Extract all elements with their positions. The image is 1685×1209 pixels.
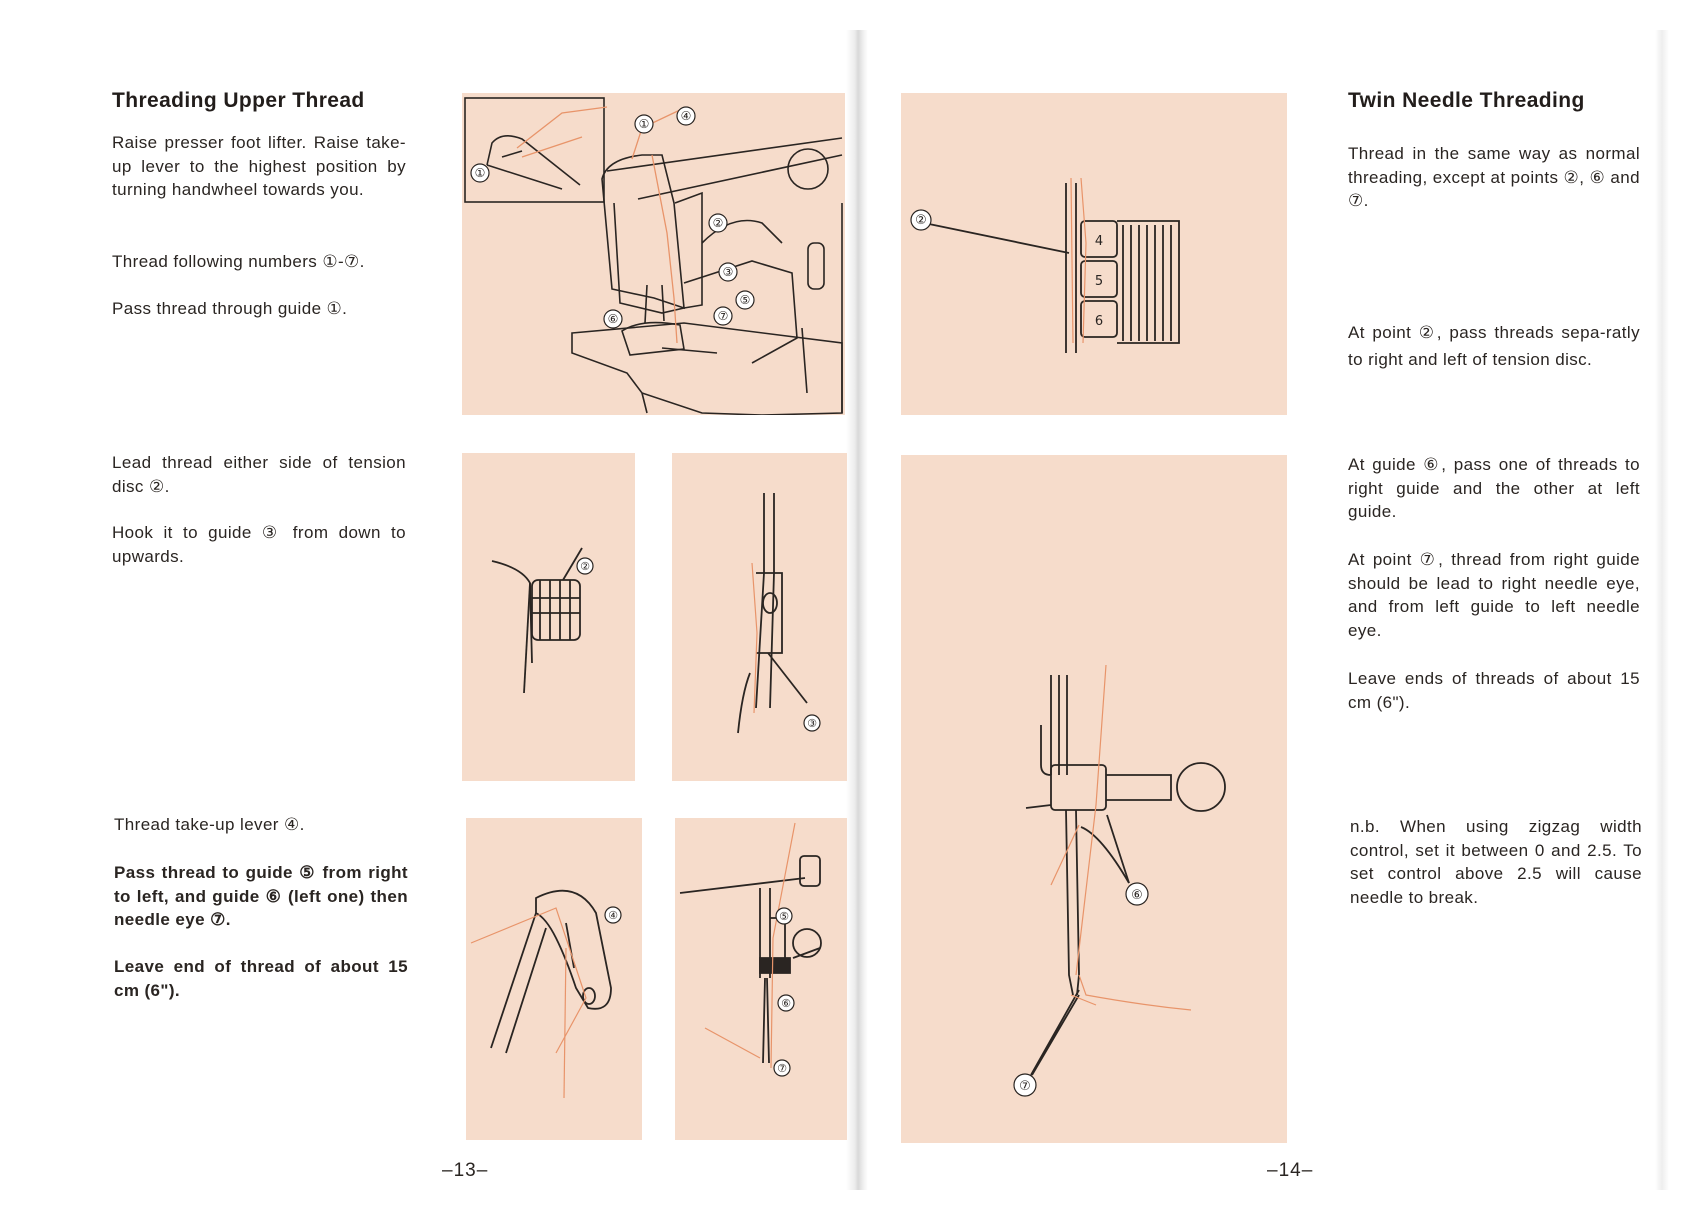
right-paragraph-5: Leave ends of threads of about 15 cm (6"). [1348, 669, 1640, 712]
left-paragraph-7: Pass thread to guide ⑤ from right to left, and guide ⑥ (left one) then needle eye ⑦. [114, 863, 408, 929]
page-gutter [846, 30, 868, 1190]
figure-main-threading [462, 93, 845, 415]
right-paragraph-4: At point ⑦, thread from right guide should be lead to right needle eye, and from left guide to left needle eye. [1348, 550, 1640, 640]
right-paragraph-6: n.b. When using zigzag width control, set it between 0 and 2.5. To set control above 2.5 will cause needle to break. [1350, 817, 1642, 907]
callout-main-7: ⑦ [717, 309, 729, 323]
right-paragraph-3: At guide ⑥, pass one of threads to right guide and the other at left guide. [1348, 455, 1640, 521]
figure-thread-guide [672, 453, 847, 781]
callout-twin-7: ⑦ [1019, 1079, 1031, 1094]
left-paragraph-4: Lead thread either side of tension disc ②. [112, 453, 406, 496]
right-page-title: Twin Needle Threading [1348, 89, 1585, 112]
callout-needle-7: ⑦ [777, 1062, 787, 1075]
figure-twin-tension [901, 93, 1287, 415]
callout-guide-3: ③ [807, 717, 817, 730]
right-page-number: –14– [1267, 1160, 1314, 1181]
callout-twin-2: ② [915, 213, 927, 228]
dial-number-5: 5 [1094, 274, 1104, 289]
callout-twin-6: ⑥ [1131, 888, 1143, 903]
right-paragraph-2: At point ②, pass threads sepa-ratly to right and left of tension disc. [1348, 323, 1640, 369]
callout-needle-5: ⑤ [779, 910, 789, 923]
callout-main-1b: ① [638, 117, 650, 131]
callout-needle-6: ⑥ [781, 997, 791, 1010]
figure-tension-disc [462, 453, 635, 781]
dial-number-6: 6 [1094, 314, 1104, 329]
page-edge [1655, 30, 1669, 1190]
left-page-number: –13– [442, 1160, 489, 1181]
left-paragraph-2: Thread following numbers ①-⑦. [112, 252, 365, 271]
left-paragraph-8: Leave end of thread of about 15 cm (6"). [114, 957, 408, 1000]
left-page-title: Threading Upper Thread [112, 89, 365, 112]
callout-main-5: ⑤ [739, 293, 751, 307]
callout-lever-4: ④ [608, 909, 618, 922]
left-paragraph-1: Raise presser foot lifter. Raise take-up lever to the highest position by turning handwheel towards you. [112, 133, 406, 199]
callout-tension-2: ② [580, 560, 590, 573]
left-paragraph-6: Thread take-up lever ④. [114, 815, 305, 834]
left-paragraph-3: Pass thread through guide ①. [112, 299, 348, 318]
figure-needle-guides [675, 818, 847, 1140]
callout-main-2: ② [712, 216, 724, 230]
callout-main-6: ⑥ [607, 312, 619, 326]
callout-main-4: ④ [680, 109, 692, 123]
figure-takeup-lever [466, 818, 642, 1140]
callout-main-3: ③ [722, 265, 734, 279]
right-paragraph-1: Thread in the same way as normal threading, except at points ②, ⑥ and ⑦. [1348, 144, 1640, 210]
left-paragraph-5: Hook it to guide ③ from down to upwards. [112, 523, 406, 566]
callout-main-1a: ① [474, 166, 486, 180]
dial-number-4: 4 [1094, 234, 1104, 249]
figure-twin-needle [901, 455, 1287, 1143]
